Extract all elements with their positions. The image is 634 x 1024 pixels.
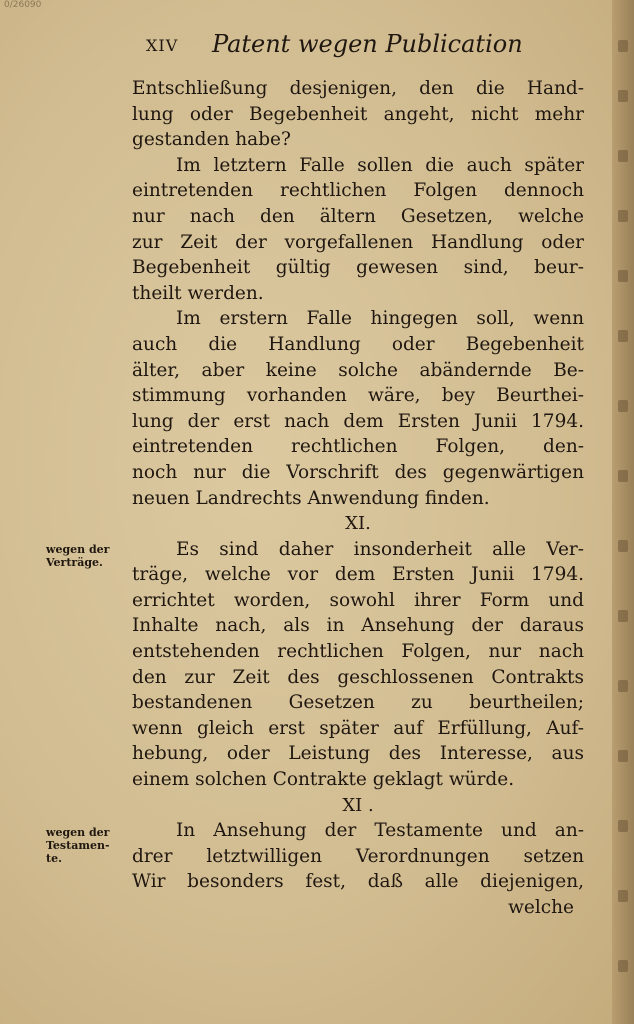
margin-note-line: wegen der (46, 826, 110, 839)
scan-id: 0/26090 (4, 0, 42, 10)
text-line: Entschließung desjenigen, den die Hand- (132, 78, 584, 99)
text-line: eintretenden rechtlichen Folgen dennoch (132, 180, 584, 202)
text-line: Wir besonders fest, daß alle diejenigen, (132, 871, 584, 893)
page-header (146, 30, 576, 64)
text-line: Es sind daher insonderheit alle Ver- (176, 538, 584, 560)
text-line: wenn gleich erst später auf Erfüllung, Auf- (132, 717, 584, 739)
text-line: zur Zeit der vorgefallenen Handlung oder (132, 231, 584, 253)
text-line: älter, aber keine solche abändernde Be- (132, 359, 584, 381)
text-line: errichtet worden, sowohl ihrer Form und (132, 589, 584, 611)
text-line: lung oder Begebenheit angeht, nicht mehr (132, 103, 584, 125)
text-line: Inhalte nach, als in Ansehung der daraus (132, 615, 584, 637)
margin-note-line: te. (46, 852, 62, 865)
text-line: einem solchen Contrakte geklagt würde. (132, 769, 515, 791)
text-line: hebung, oder Leistung des Interesse, aus (132, 743, 584, 765)
text-line: Im erstern Falle hingegen soll, wenn (176, 308, 584, 330)
margin-note-vertraege (46, 543, 130, 569)
adjacent-page-edge (612, 0, 634, 1024)
text-line: auch die Handlung oder Begebenheit (132, 333, 584, 355)
margin-note-line: Verträge. (46, 556, 103, 569)
margin-note-testamente (46, 826, 130, 865)
running-title: Patent wegen Publication (212, 30, 523, 58)
text-line: Begebenheit gültig gewesen sind, beur- (132, 257, 584, 279)
text-line: gestanden habe? (132, 129, 291, 151)
text-line: lung der erst nach dem Ersten Junii 1794. (132, 410, 584, 432)
text-line: Im letztern Falle sollen die auch später (176, 154, 584, 176)
text-line: stimmung vorhanden wäre, bey Beurthei- (132, 385, 584, 407)
text-line: träge, welche vor dem Ersten Junii 1794. (132, 564, 584, 586)
section-number-xi: XI. (345, 513, 371, 535)
text-line: eintretenden rechtlichen Folgen, den- (132, 436, 584, 458)
text-line: noch nur die Vorschrift des gegenwärtigen (132, 461, 584, 483)
text-line: bestandenen Gesetzen zu beurtheilen; (132, 692, 584, 714)
text-line: entstehenden rechtlichen Folgen, nur nach (132, 641, 584, 663)
text-line: neuen Landrechts Anwendung finden. (132, 487, 490, 509)
text-line: theilt werden. (132, 282, 264, 304)
section-number-xii: XI . (342, 794, 374, 816)
body-text (132, 76, 584, 921)
text-line: In Ansehung der Testamente und an- (176, 820, 584, 842)
margin-note-line: Testamen- (46, 839, 110, 852)
catchword: welche (508, 897, 574, 918)
text-line: drer letztwilligen Verordnungen setzen (132, 845, 584, 867)
margin-note-line: wegen der (46, 543, 110, 556)
text-line: den zur Zeit des geschlossenen Contrakts (132, 666, 584, 688)
page-number: XIV (146, 36, 179, 55)
text-line: nur nach den ältern Gesetzen, welche (132, 205, 584, 227)
